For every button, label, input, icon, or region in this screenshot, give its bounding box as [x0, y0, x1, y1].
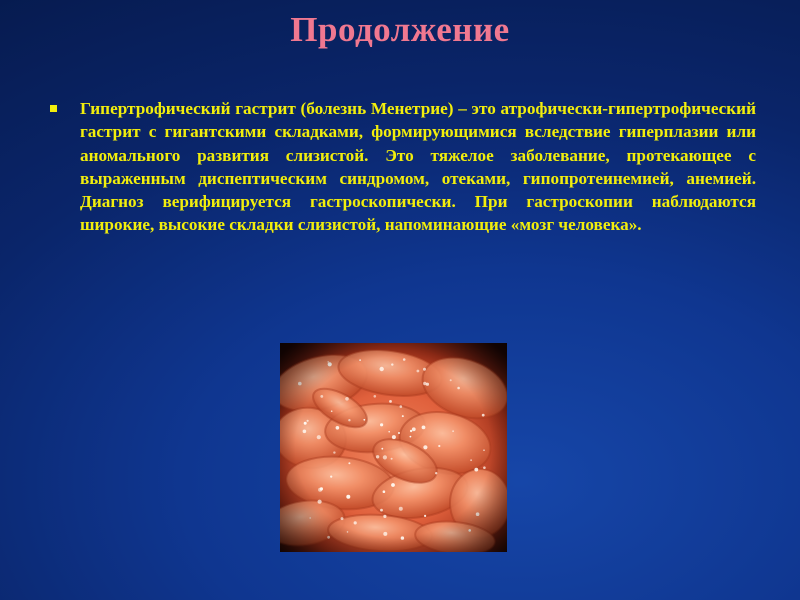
bullet-text: Гипертрофический гастрит (болезнь Менетрие) – это атрофически-гипертрофический гастрит с гигантскими складками, формирующимися вследствие гиперплазии или аномального развития слизистой. Это тяжелое заболевание, протекающее с выраженным диспептическим синдромом, отеками, гипопротеинемией, анемией. Диагноз верифицируется гастроскопически. При гастроскопии наблюдаются широкие, высокие складки слизистой, напоминающие «мозг человека».: [80, 99, 756, 235]
endoscopy-photo: [280, 343, 507, 552]
square-bullet-icon: [50, 105, 57, 112]
slide-title: Продолжение: [290, 10, 510, 49]
